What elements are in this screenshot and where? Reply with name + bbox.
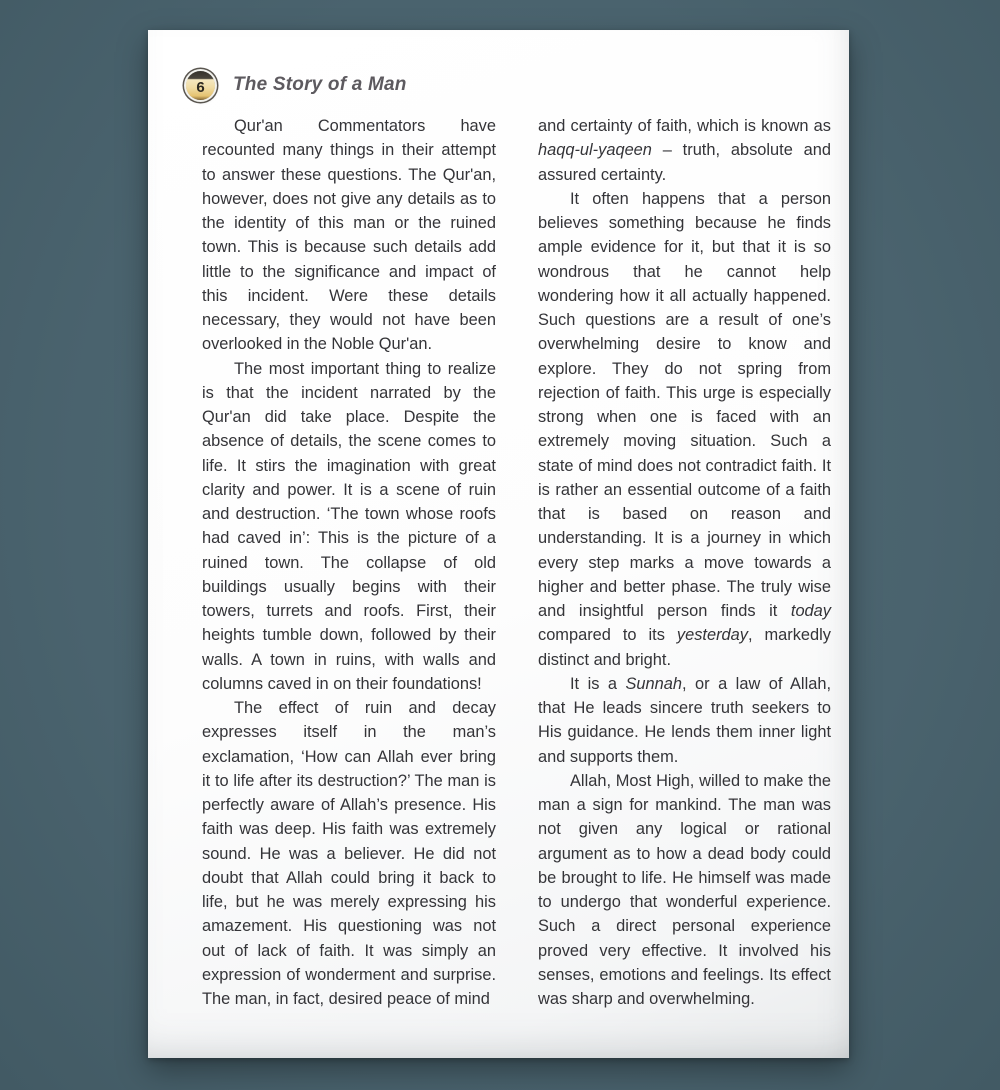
paragraph: Qur'an Commentators have recounted many things in their attempt to answer these questions. The Qur'an, however, does not give any details as to the identity of this man or the ruined town. This is because such details add little to the significance and impact of this incident. Were these details necessary, they would not have been overlooked in the Noble Qur'an.	[202, 117, 496, 354]
chapter-header	[186, 68, 407, 102]
chapter-number: 6	[196, 79, 205, 96]
paragraph: It is a Sunnah, or a law of Allah, that He leads sincere truth seekers to His guidance. He lends them inner light and supports them.	[538, 674, 831, 766]
paragraph: It often happens that a person believes something because he finds ample evidence for it, but that it is so wondrous that he cannot help wondering how it all actually happened. Such questions are a result of one’s overwhelming desire to know and explore. They do not spring from rejection of faith. This urge is especially strong when one is faced with an extremely moving situation. Such a state of mind does not contradict faith. It is rather an essential outcome of a faith that is based on reason and understanding. It is a journey in which every step marks a move towards a higher and better phase. The truly wise and insightful person finds it today compared to its yesterday, markedly distinct and bright.	[538, 189, 831, 669]
chapter-title: The Story of a Man	[233, 74, 407, 95]
paragraph: The effect of ruin and decay expresses itself in the man’s exclamation, ‘How can Allah ever bring it to life after its destruction?’ The man is perfectly aware of Allah’s presence. His faith was deep. His faith was extremely sound. He was a believer. He did not doubt that Allah could bring it back to life, but he was merely expressing his amazement. His questioning was not out of lack of faith. It was simply an expression of wonderment and surprise. The man, in fact, desired peace of mind	[202, 699, 496, 1008]
paragraph: Allah, Most High, willed to make the man a sign for mankind. The man was not given any logical or rational argument as to how a dead body could be brought to life. He himself was made to undergo that wonderful experience. Such a direct personal experience proved very effective. It involved his senses, emotions and feelings. Its effect was sharp and overwhelming.	[538, 771, 831, 1008]
paragraph: The most important thing to realize is that the incident narrated by the Qur'an did take place. Despite the absence of details, the scene comes to life. It stirs the imagination with great clarity and power. It is a scene of ruin and destruction. ‘The town whose roofs had caved in’: This is the picture of a ruined town. The collapse of old buildings usually begins with their towers, turrets and roofs. First, their heights tumble down, followed by their walls. A town in ruins, with walls and columns caved in on their foundations!	[202, 359, 496, 693]
chapter-number-badge	[186, 71, 215, 100]
paragraph: and certainty of faith, which is known as haqq-ul-yaqeen – truth, absolute and assured certainty.	[538, 117, 831, 184]
text-column-left	[202, 114, 496, 1011]
book-page	[148, 30, 849, 1058]
text-column-right	[538, 114, 831, 1011]
